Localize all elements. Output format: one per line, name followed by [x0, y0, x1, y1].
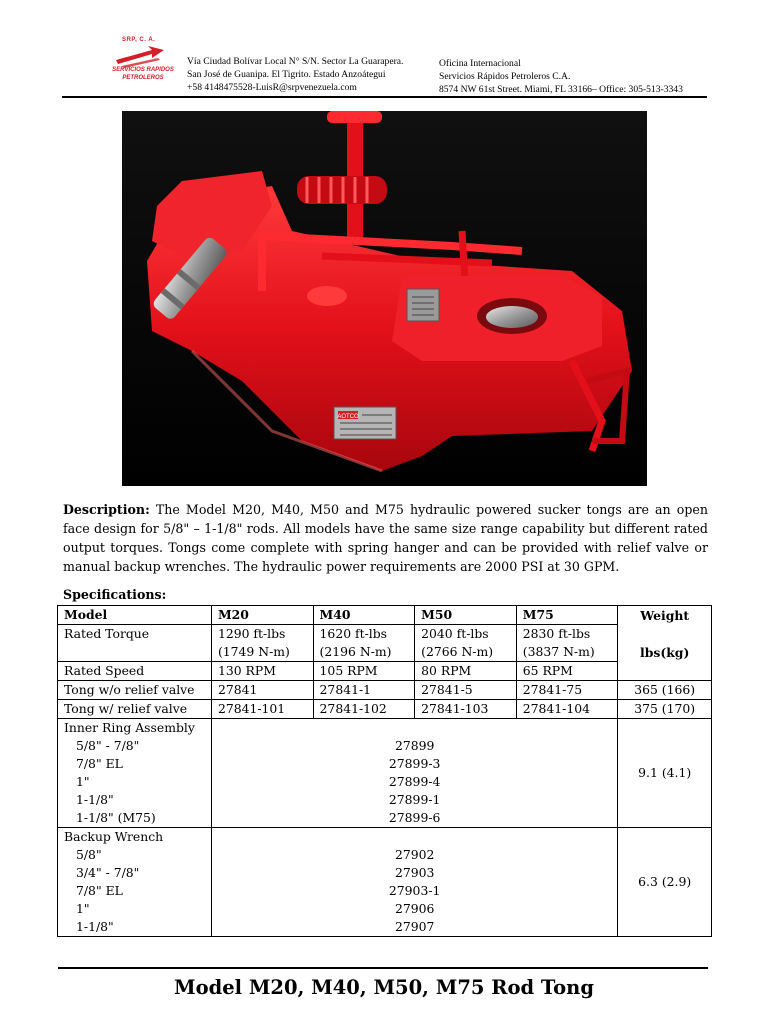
table-row — [58, 828, 712, 937]
torque-nm: (2766 N-m) — [421, 644, 494, 659]
description-paragraph — [63, 500, 708, 576]
table-cell: 65 RPM — [516, 662, 618, 681]
table-row — [58, 700, 712, 719]
inner-ring-parts — [211, 719, 617, 828]
size-item: 3/4" - 7/8" — [76, 865, 140, 880]
product-photo — [122, 111, 647, 486]
backup-wrench-sizes — [58, 828, 212, 937]
header-cell: M50 — [415, 606, 517, 625]
size-item: 7/8" EL — [76, 883, 123, 898]
table-row — [58, 719, 712, 828]
table-cell: 27841-75 — [516, 681, 618, 700]
size-item: 1" — [76, 774, 90, 789]
size-item: 5/8" — [76, 847, 102, 862]
table-cell: 27841-103 — [415, 700, 517, 719]
torque-nm: (3837 N-m) — [522, 644, 595, 659]
torque-ftlbs: 2040 ft-lbs — [421, 626, 489, 641]
row-label: Rated Torque — [58, 625, 212, 662]
header-international-address — [439, 57, 683, 96]
logo-top-text: SRP, C. A. — [122, 37, 156, 43]
table-cell: 27841-101 — [211, 700, 313, 719]
part-number: 27899 — [394, 738, 435, 753]
weight-cell: 9.1 (4.1) — [618, 719, 712, 828]
header-cell: M75 — [516, 606, 618, 625]
torque-ftlbs: 1620 ft-lbs — [319, 626, 388, 641]
table-cell: 80 RPM — [415, 662, 517, 681]
header-right-line: 8574 NW 61st Street. Miami, FL 33166– Office: 305-513-3343 — [439, 84, 683, 95]
specifications-heading: Specifications: — [63, 587, 167, 602]
row-label: Tong w/o relief valve — [58, 681, 212, 700]
header-left-line: Vía Ciudad Bolívar Local N° S/N. Sector La Guarapera. — [187, 56, 404, 67]
part-number: 27899-3 — [388, 756, 441, 771]
company-logo — [108, 36, 174, 88]
inner-ring-sizes — [58, 719, 212, 828]
size-item: 1-1/8" — [76, 919, 114, 934]
row-label: Rated Speed — [58, 662, 212, 681]
table-cell — [211, 625, 313, 662]
part-number: 27903-1 — [388, 883, 441, 898]
weight-header-cell — [618, 606, 712, 681]
weight-cell: 365 (166) — [618, 681, 712, 700]
size-item: 1-1/8" (M75) — [76, 810, 156, 825]
table-cell: 105 RPM — [313, 662, 415, 681]
header-left-line: +58 4148475528-LuisR@srpvenezuela.com — [187, 82, 357, 93]
header-cell: M40 — [313, 606, 415, 625]
table-cell: 27841-1 — [313, 681, 415, 700]
size-item: 1-1/8" — [76, 792, 114, 807]
torque-ftlbs: 2830 ft-lbs — [522, 626, 591, 641]
table-row — [58, 625, 712, 662]
logo-swoosh-icon — [108, 44, 174, 68]
description-label: Description: — [63, 502, 150, 517]
size-item: 5/8" - 7/8" — [76, 738, 140, 753]
table-cell: 27841 — [211, 681, 313, 700]
table-cell — [313, 625, 415, 662]
part-number: 27906 — [394, 901, 435, 916]
torque-nm: (2196 N-m) — [319, 644, 392, 659]
row-label: Inner Ring Assembly — [64, 720, 195, 735]
table-header-row — [58, 606, 712, 625]
part-number: 27899-6 — [388, 810, 441, 825]
part-number: 27899-1 — [388, 792, 441, 807]
header-cell: Model — [58, 606, 212, 625]
header-right-line: Servicios Rápidos Petroleros C.A. — [439, 71, 571, 82]
header-divider — [62, 96, 707, 98]
table-cell: 27841-102 — [313, 700, 415, 719]
specifications-table — [57, 605, 712, 937]
torque-nm: (1749 N-m) — [217, 644, 290, 659]
part-number: 27903 — [394, 865, 435, 880]
table-row — [58, 662, 712, 681]
description-text: The Model M20, M40, M50 and M75 hydraulic powered sucker tongs are an open face design for 5/8" – 1-1/8" rods. All models have the same size range capability but different rated output torques. Tongs come complete with spring hanger and can be provided with relief valve or manual backup wrenches. The hydraulic power requirements are 2000 PSI at 30 GPM. — [63, 502, 708, 574]
header-right-line: Oficina Internacional — [439, 58, 521, 69]
part-number: 27899-4 — [388, 774, 441, 789]
size-item: 7/8" EL — [76, 756, 123, 771]
part-number: 27907 — [394, 919, 435, 934]
logo-name-line1: SERVICIOS RAPIDOS — [112, 67, 174, 73]
weight-unit: lbs(kg) — [640, 645, 690, 660]
table-cell: 27841-104 — [516, 700, 618, 719]
weight-cell: 375 (170) — [618, 700, 712, 719]
table-cell: 27841-5 — [415, 681, 517, 700]
table-cell — [415, 625, 517, 662]
size-item: 1" — [76, 901, 90, 916]
header-local-address — [187, 55, 403, 94]
rod-tong-illustration — [122, 111, 647, 486]
row-label: Tong w/ relief valve — [58, 700, 212, 719]
weight-header: Weight — [640, 608, 690, 623]
header-cell: M20 — [211, 606, 313, 625]
footer-divider — [58, 967, 708, 969]
table-cell — [516, 625, 618, 662]
backup-wrench-parts — [211, 828, 617, 937]
footer-title: Model M20, M40, M50, M75 Rod Tong — [174, 976, 594, 999]
table-row — [58, 681, 712, 700]
weight-cell: 6.3 (2.9) — [618, 828, 712, 937]
part-number: 27902 — [394, 847, 435, 862]
row-label: Backup Wrench — [64, 829, 164, 844]
table-cell: 130 RPM — [211, 662, 313, 681]
name-plate-label: AOTCO — [337, 414, 359, 420]
logo-name-line2: PETROLEROS — [122, 75, 164, 81]
header-left-line: San José de Guanipa. El Tigrito. Estado Anzoátegui — [187, 69, 386, 80]
torque-ftlbs: 1290 ft-lbs — [217, 626, 286, 641]
